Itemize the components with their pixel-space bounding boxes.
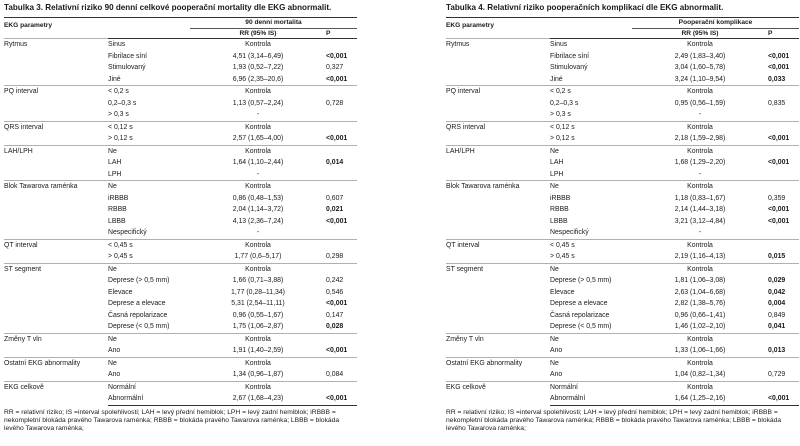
table-row <box>446 263 799 275</box>
rr-cell: 2,57 (1,65–4,00) <box>232 135 284 142</box>
category-cell: > 0,45 s <box>108 253 133 260</box>
parameter-label: ST segment <box>4 263 108 333</box>
rr-cell: 1,64 (1,25–2,16) <box>632 393 768 405</box>
category-cell: Nespecifický <box>550 229 589 236</box>
category-cell: RBBB <box>108 206 127 213</box>
category-cell: Deprese a elevace <box>550 300 608 307</box>
rr-cell: Kontrola <box>632 333 768 345</box>
table-row <box>446 381 799 393</box>
rr-cell: 0,86 (0,48–1,53) <box>232 194 284 202</box>
table-row <box>446 39 799 51</box>
p-value-cell <box>768 333 799 345</box>
p-value-cell <box>326 333 357 345</box>
parameter-label: EKG celkově <box>4 381 108 405</box>
rr-cell: 4,13 (2,36–7,24) <box>232 217 284 225</box>
table-row <box>446 181 799 193</box>
category-cell: Abnormální <box>550 393 632 405</box>
category-cell: Deprese (> 0,5 mm) <box>108 277 170 284</box>
category-cell: Ne <box>108 357 190 369</box>
rr-cell: Kontrola <box>190 381 326 393</box>
table-row <box>4 145 357 157</box>
category-cell: LPH <box>550 170 564 178</box>
rr-cell: Kontrola <box>632 145 768 157</box>
rr-cell: 2,67 (1,68–4,23) <box>190 393 326 405</box>
category-cell: < 0,2 s <box>550 86 632 98</box>
table-row <box>4 39 357 51</box>
rr-cell: 2,49 (1,83–3,40) <box>674 52 726 60</box>
rr-cell: 1,66 (0,71–3,88) <box>232 277 284 284</box>
p-value-cell: 0,147 <box>326 311 344 319</box>
p-value-cell: 0,607 <box>326 194 344 202</box>
p-value-cell: 0,298 <box>326 253 344 260</box>
p-value-cell: 0,028 <box>326 323 344 330</box>
category-cell: Sinus <box>550 39 632 51</box>
p-value-cell: <0,001 <box>768 206 790 213</box>
p-value-cell <box>326 181 357 193</box>
rr-cell: 1,34 (0,96–1,87) <box>232 371 284 378</box>
rr-cell: 1,18 (0,83–1,67) <box>674 194 726 202</box>
category-cell: > 0,3 s <box>108 111 129 118</box>
table-footnote: RR = relativní riziko; IS =interval spolehlivosti; LAH = levý přední hemiblok; LPH = levý zadní hemiblok; iRBBB = nekompletní blokáda pravého Tawarova raménka; RBBB = blokáda pravého Tawarova raménka; LBBB = blokáda levého Tawarova raménka; <box>4 408 340 433</box>
p-value-cell: <0,001 <box>768 135 790 142</box>
rr-cell: - <box>256 111 260 118</box>
rr-cell: Kontrola <box>190 145 326 157</box>
category-cell: > 0,45 s <box>550 253 575 260</box>
rr-cell: 1,77 (0,6–5,17) <box>234 253 282 260</box>
parameter-label: QT interval <box>4 239 108 263</box>
table-row <box>4 121 357 133</box>
p-value-cell: 0,013 <box>768 347 786 354</box>
p-value-cell: <0,001 <box>326 135 348 142</box>
rr-cell: Kontrola <box>632 381 768 393</box>
p-value-cell: <0,001 <box>326 217 348 225</box>
parameter-label: Rytmus <box>446 39 550 86</box>
parameter-label: QRS interval <box>446 121 550 145</box>
parameter-label: LAH/LPH <box>4 145 108 181</box>
category-cell: Stimulovaný <box>550 64 588 71</box>
table-row <box>446 357 799 369</box>
table-row <box>4 263 357 275</box>
rr-cell: Kontrola <box>190 86 326 98</box>
category-cell: > 0,3 s <box>550 111 571 118</box>
category-cell: Ano <box>550 347 563 354</box>
category-cell: Nespecifický <box>108 229 147 236</box>
rr-cell: - <box>256 229 260 236</box>
p-value-cell <box>326 145 357 157</box>
p-value-cell: 0,546 <box>326 288 344 296</box>
p-value-cell <box>326 263 357 275</box>
column-group-header: 90 denní mortalita <box>190 18 357 29</box>
rr-cell: 1,04 (0,82–1,34) <box>674 371 726 378</box>
p-value-cell <box>326 381 357 393</box>
rr-cell: Kontrola <box>632 263 768 275</box>
p-value-cell: <0,001 <box>768 393 799 405</box>
table-row <box>446 145 799 157</box>
rr-cell: 3,21 (3,12–4,84) <box>674 217 726 225</box>
rr-cell: Kontrola <box>190 239 326 251</box>
p-value-cell <box>768 357 799 369</box>
p-value-cell <box>768 181 799 193</box>
column-header-rr: RR (95% IS) <box>190 29 326 39</box>
column-header-rr: RR (95% IS) <box>632 29 768 39</box>
parameter-label: ST segment <box>446 263 550 333</box>
parameter-label: PQ interval <box>446 86 550 122</box>
p-value-cell: <0,001 <box>768 159 790 166</box>
p-value-cell <box>768 39 799 51</box>
category-cell: Ano <box>108 347 121 354</box>
rr-cell: 1,46 (1,02–2,10) <box>674 323 726 330</box>
p-value-cell: <0,001 <box>768 217 790 225</box>
category-cell: Normální <box>550 381 632 393</box>
table-row <box>446 86 799 98</box>
rr-cell: 0,96 (0,55–1,67) <box>232 311 284 319</box>
rr-cell: 0,95 (0,56–1,59) <box>674 99 726 107</box>
p-value-cell <box>768 239 799 251</box>
category-cell: Ne <box>108 263 190 275</box>
p-value-cell: <0,001 <box>768 64 790 71</box>
category-cell: Ne <box>550 145 632 157</box>
category-cell: Jiné <box>550 75 563 83</box>
column-group-header: Pooperační komplikace <box>632 18 799 29</box>
p-value-cell: <0,001 <box>326 52 348 60</box>
table-row <box>446 121 799 133</box>
p-value-cell: 0,021 <box>326 206 344 213</box>
category-cell: Ne <box>550 333 632 345</box>
p-value-cell: 0,084 <box>326 371 344 378</box>
category-cell: Ne <box>550 263 632 275</box>
category-cell: iRBBB <box>108 194 129 202</box>
column-header-parameters: EKG parametry <box>446 18 550 39</box>
parameter-label: Ostatní EKG abnormality <box>4 357 108 381</box>
p-value-cell: 0,242 <box>326 277 344 284</box>
rr-cell: Kontrola <box>632 39 768 51</box>
rr-cell: 5,31 (2,54–11,11) <box>231 300 285 307</box>
category-cell: iRBBB <box>550 194 571 202</box>
rr-cell: 1,75 (1,06–2,87) <box>232 323 284 330</box>
rr-cell: Kontrola <box>632 86 768 98</box>
rr-cell: Kontrola <box>190 181 326 193</box>
category-cell: Deprese (< 0,5 mm) <box>108 323 170 330</box>
rr-cell: - <box>698 111 702 118</box>
category-cell: < 0,12 s <box>108 121 190 133</box>
rr-cell: Kontrola <box>632 181 768 193</box>
category-cell: LAH <box>108 159 122 166</box>
p-value-cell: 0,029 <box>768 277 786 284</box>
category-cell: < 0,12 s <box>550 121 632 133</box>
p-value-cell: 0,835 <box>768 99 786 107</box>
p-value-cell: 0,014 <box>326 159 344 166</box>
parameter-label: Blok Tawarova raménka <box>4 181 108 240</box>
parameter-label: LAH/LPH <box>446 145 550 181</box>
category-cell: Deprese (< 0,5 mm) <box>550 323 612 330</box>
p-value-cell <box>326 121 357 133</box>
category-cell: Elevace <box>550 288 575 296</box>
category-cell: Časná repolarizace <box>108 311 168 319</box>
p-value-cell <box>326 169 357 181</box>
table-title: Tabulka 3. Relativní riziko 90 denní celkové pooperační mortality dle EKG abnormalit. <box>4 3 332 12</box>
rr-cell: Kontrola <box>632 239 768 251</box>
p-value-cell <box>326 227 357 239</box>
category-cell: Ne <box>550 181 632 193</box>
data-table <box>446 17 799 406</box>
category-cell: Ano <box>108 371 121 378</box>
rr-cell: 6,96 (2,35–20,6) <box>232 75 284 83</box>
category-cell: Elevace <box>108 288 133 296</box>
category-cell: < 0,2 s <box>108 86 190 98</box>
rr-cell: 1,64 (1,10–2,44) <box>232 159 284 166</box>
category-cell: < 0,45 s <box>550 239 632 251</box>
p-value-cell <box>326 86 357 98</box>
table-row <box>446 333 799 345</box>
table-3-panel <box>4 3 357 434</box>
rr-cell: 1,81 (1,06–3,08) <box>674 277 726 284</box>
rr-cell: 2,19 (1,16–4,13) <box>674 253 726 260</box>
data-table <box>4 17 357 406</box>
rr-cell: 2,63 (1,04–6,68) <box>674 288 726 296</box>
p-value-cell: 0,004 <box>768 300 786 307</box>
category-cell: LAH <box>550 159 564 166</box>
category-cell: Stimulovaný <box>108 64 146 71</box>
category-cell: Ne <box>108 181 190 193</box>
p-value-cell <box>768 169 799 181</box>
table-row <box>4 239 357 251</box>
parameter-label: EKG celkově <box>446 381 550 405</box>
p-value-cell <box>768 86 799 98</box>
table-title: Tabulka 4. Relativní riziko pooperačních komplikací dle EKG abnormalit. <box>446 3 724 12</box>
category-cell: Fibrilace síní <box>108 52 148 60</box>
p-value-cell <box>326 357 357 369</box>
p-value-cell: 0,015 <box>768 253 786 260</box>
rr-cell: 3,24 (1,10–9,54) <box>674 75 726 83</box>
table-row <box>4 181 357 193</box>
parameter-label: Blok Tawarova raménka <box>446 181 550 240</box>
rr-cell: 2,14 (1,44–3,18) <box>674 206 726 213</box>
p-value-cell <box>326 39 357 51</box>
rr-cell: Kontrola <box>632 357 768 369</box>
category-cell: < 0,45 s <box>108 239 190 251</box>
category-cell: Ne <box>550 357 632 369</box>
rr-cell: Kontrola <box>190 39 326 51</box>
table-row <box>4 333 357 345</box>
p-value-cell: 0,849 <box>768 311 786 319</box>
column-header-p: P <box>768 29 799 39</box>
rr-cell: Kontrola <box>632 121 768 133</box>
p-value-cell: <0,001 <box>326 393 357 405</box>
category-cell: > 0,12 s <box>550 135 575 142</box>
rr-cell: 0,96 (0,66–1,41) <box>674 311 726 319</box>
category-cell: Jiné <box>108 75 121 83</box>
category-cell: LPH <box>108 170 122 178</box>
p-value-cell: <0,001 <box>768 52 790 60</box>
category-cell: RBBB <box>550 206 569 213</box>
p-value-cell: 0,359 <box>768 194 786 202</box>
category-cell: Abnormální <box>108 393 190 405</box>
rr-cell: - <box>698 229 702 236</box>
category-cell: Fibrilace síní <box>550 52 590 60</box>
category-cell: Ne <box>108 145 190 157</box>
p-value-cell: <0,001 <box>326 347 348 354</box>
parameter-label: PQ interval <box>4 86 108 122</box>
rr-cell: 2,82 (1,38–5,76) <box>674 300 726 307</box>
category-cell: Ano <box>550 371 563 378</box>
p-value-cell <box>768 381 799 393</box>
category-cell: LBBB <box>550 217 568 225</box>
category-cell: Normální <box>108 381 190 393</box>
p-value-cell <box>768 263 799 275</box>
rr-cell: Kontrola <box>190 121 326 133</box>
table-row <box>4 381 357 393</box>
table-row <box>4 357 357 369</box>
table-footnote: RR = relativní riziko; IS =interval spolehlivosti; LAH = levý přední hemiblok; LPH = levý zadní hemiblok; iRBBB = nekompletní blokáda pravého Tawarova raménka; RBBB = blokáda pravého Tawarova raménka; LBBB = blokáda levého Tawarova raménka; <box>446 408 782 433</box>
rr-cell: Kontrola <box>190 333 326 345</box>
p-value-cell: <0,001 <box>326 75 348 83</box>
table-row <box>4 86 357 98</box>
category-cell: 0,2–0,3 s <box>550 99 579 107</box>
parameter-label: Rytmus <box>4 39 108 86</box>
p-value-cell <box>768 109 799 121</box>
category-cell: > 0,12 s <box>108 135 133 142</box>
rr-cell: - <box>256 170 260 178</box>
p-value-cell <box>768 227 799 239</box>
p-value-cell: 0,327 <box>326 64 344 71</box>
parameter-label: Ostatní EKG abnormality <box>446 357 550 381</box>
rr-cell: 2,18 (1,59–2,98) <box>674 135 726 142</box>
rr-cell: Kontrola <box>190 357 326 369</box>
rr-cell: 1,91 (1,40–2,59) <box>232 347 284 354</box>
category-cell: Deprese (> 0,5 mm) <box>550 277 612 284</box>
rr-cell: 1,13 (0,57–2,24) <box>232 99 284 107</box>
p-value-cell: 0,728 <box>326 99 344 107</box>
rr-cell: 3,04 (1,60–5,78) <box>674 64 726 71</box>
rr-cell: 1,77 (0,28–11,34) <box>231 288 285 296</box>
rr-cell: Kontrola <box>190 263 326 275</box>
category-cell: 0,2–0,3 s <box>108 99 137 107</box>
parameter-label: QRS interval <box>4 121 108 145</box>
p-value-cell: 0,033 <box>768 75 786 83</box>
rr-cell: 2,04 (1,14–3,72) <box>232 206 284 213</box>
p-value-cell: <0,001 <box>326 300 348 307</box>
p-value-cell <box>768 145 799 157</box>
p-value-cell <box>326 239 357 251</box>
p-value-cell <box>326 109 357 121</box>
column-header-p: P <box>326 29 357 39</box>
table-row <box>446 239 799 251</box>
parameter-label: Změny T vln <box>446 333 550 357</box>
column-header-parameters: EKG parametry <box>4 18 108 39</box>
rr-cell: 1,68 (1,29–2,20) <box>674 159 726 166</box>
parameter-label: QT interval <box>446 239 550 263</box>
rr-cell: 1,93 (0,52–7,22) <box>232 64 284 71</box>
category-cell: Sinus <box>108 39 190 51</box>
p-value-cell: 0,729 <box>768 371 786 378</box>
rr-cell: 4,51 (3,14–6,49) <box>232 52 284 60</box>
category-cell: LBBB <box>108 217 126 225</box>
rr-cell: 1,33 (1,06–1,66) <box>674 347 726 354</box>
parameter-label: Změny T vln <box>4 333 108 357</box>
p-value-cell: 0,042 <box>768 288 786 296</box>
p-value-cell: 0,041 <box>768 323 786 330</box>
rr-cell: - <box>698 170 702 178</box>
category-cell: Ne <box>108 333 190 345</box>
p-value-cell <box>768 121 799 133</box>
category-cell: Časná repolarizace <box>550 311 610 319</box>
table-4-panel <box>446 3 799 434</box>
category-cell: Deprese a elevace <box>108 300 166 307</box>
